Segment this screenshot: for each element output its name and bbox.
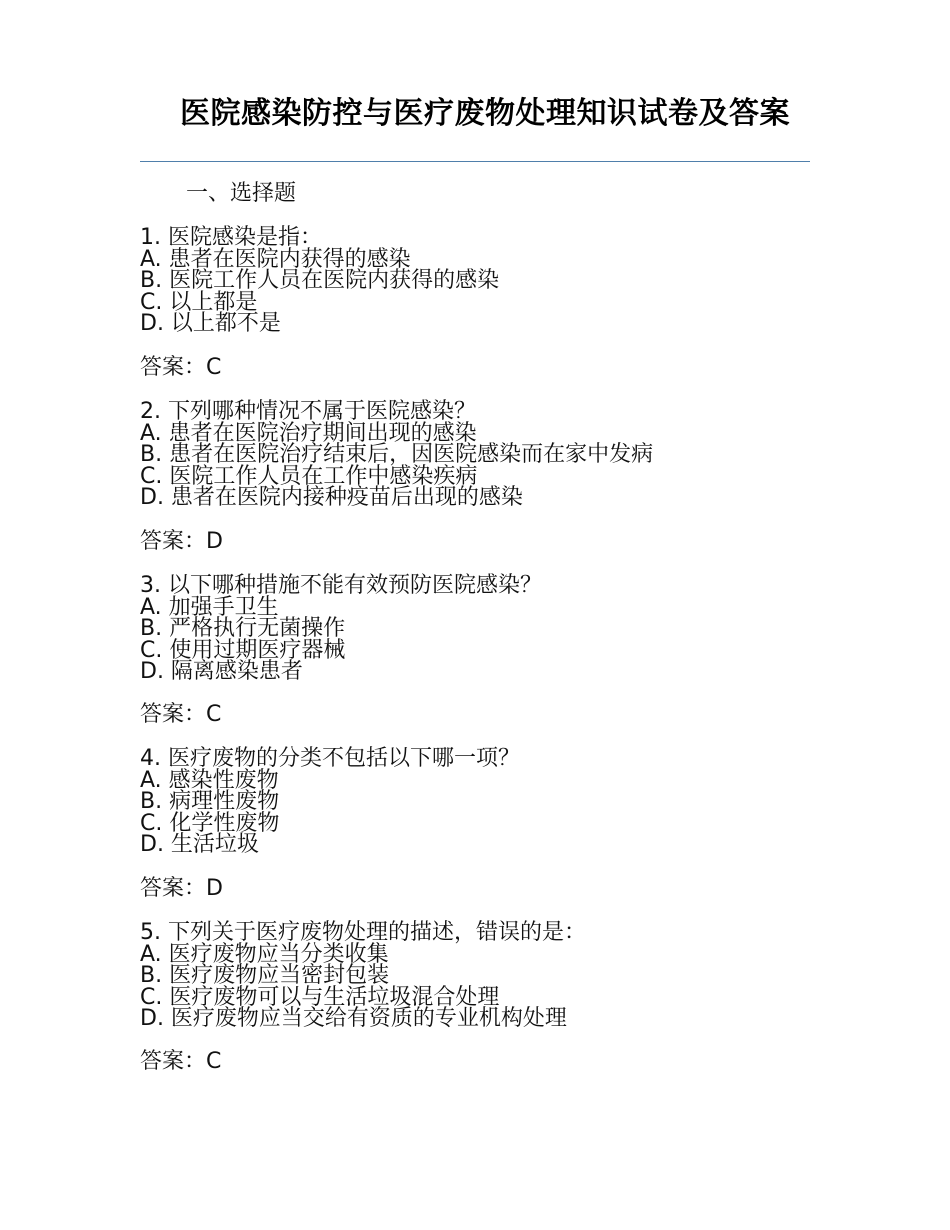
question-option: B. 病理性废物 bbox=[140, 789, 280, 814]
answer-text: 答案：C bbox=[140, 355, 222, 380]
question-option: C. 化学性废物 bbox=[140, 810, 280, 836]
question-option: A. 感染性废物 bbox=[140, 767, 279, 793]
question-option: D. 隔离感染患者 bbox=[140, 659, 303, 684]
section-heading: 一、选择题 bbox=[186, 181, 297, 206]
question-option: D. 生活垃圾 bbox=[140, 832, 259, 857]
question-4 bbox=[140, 746, 780, 901]
question-1 bbox=[140, 225, 780, 380]
question-text: 3. 以下哪种措施不能有效预防医院感染？ bbox=[140, 573, 542, 598]
answer-text: 答案：D bbox=[140, 876, 223, 901]
question-option: D. 患者在医院内接种疫苗后出现的感染 bbox=[140, 485, 523, 510]
question-option: C. 医院工作人员在工作中感染疾病 bbox=[140, 463, 478, 489]
question-option: B. 严格执行无菌操作 bbox=[140, 616, 346, 641]
question-option: B. 医院工作人员在医院内获得的感染 bbox=[140, 268, 500, 293]
question-option: D. 医疗废物应当交给有资质的专业机构处理 bbox=[140, 1006, 567, 1031]
question-2 bbox=[140, 399, 780, 554]
question-option: A. 患者在医院治疗期间出现的感染 bbox=[140, 420, 477, 446]
document-title: 医院感染防控与医疗废物处理知识试卷及答案 bbox=[180, 96, 790, 131]
question-text: 5. 下列关于医疗废物处理的描述，错误的是： bbox=[140, 920, 586, 945]
answer-text: 答案：C bbox=[140, 702, 222, 727]
question-option: D. 以上都不是 bbox=[140, 311, 281, 336]
answer-text: 答案：C bbox=[140, 1049, 222, 1074]
question-option: C. 以上都是 bbox=[140, 289, 258, 315]
question-option: B. 患者在医院治疗结束后，因医院感染而在家中发病 bbox=[140, 442, 654, 467]
question-option: B. 医疗废物应当密封包装 bbox=[140, 963, 390, 988]
question-option: A. 患者在医院内获得的感染 bbox=[140, 246, 411, 272]
question-option: A. 加强手卫生 bbox=[140, 594, 279, 620]
question-text: 2. 下列哪种情况不属于医院感染？ bbox=[140, 399, 476, 424]
question-option: C. 医疗废物可以与生活垃圾混合处理 bbox=[140, 984, 500, 1010]
question-text: 1. 医院感染是指： bbox=[140, 225, 322, 250]
title-divider bbox=[140, 161, 810, 162]
answer-text: 答案：D bbox=[140, 529, 223, 554]
question-option: A. 医疗废物应当分类收集 bbox=[140, 941, 389, 967]
question-option: C. 使用过期医疗器械 bbox=[140, 637, 346, 663]
question-5 bbox=[140, 920, 780, 1074]
question-3 bbox=[140, 573, 780, 727]
question-text: 4. 医疗废物的分类不包括以下哪一项？ bbox=[140, 746, 520, 771]
